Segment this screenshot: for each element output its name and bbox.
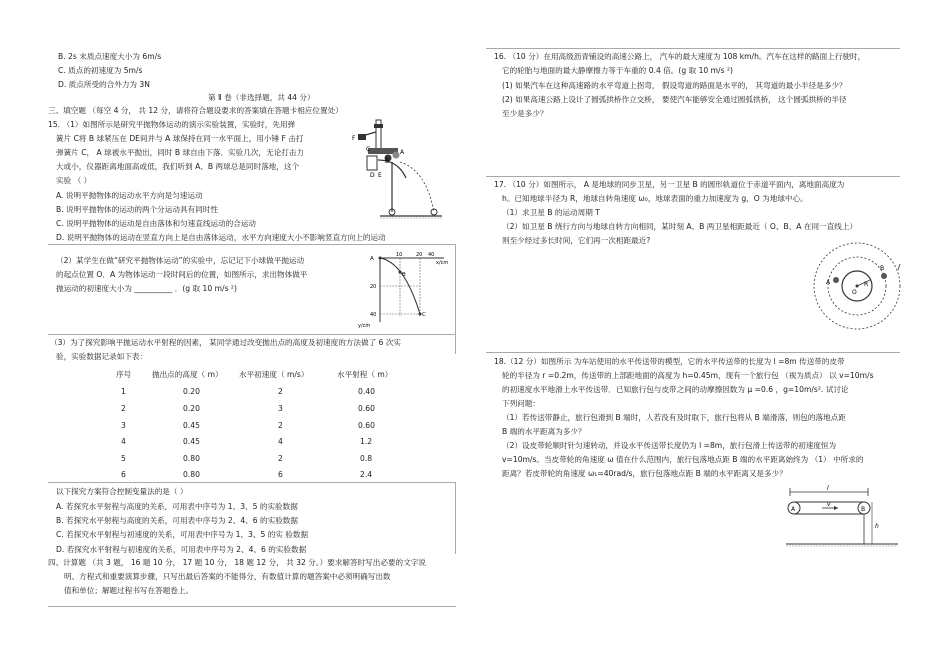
q18-line: 距离？若皮带轮的角速度 ω₁=40rad/s，旅行包落地点距 B 端的水平距离又是多少？ bbox=[502, 469, 787, 478]
table-header: 抛出点的高度（ m） bbox=[152, 370, 223, 379]
table-cell: 0.80 bbox=[183, 470, 200, 479]
q18-line: B 端的水平距离为多少？ bbox=[502, 427, 586, 436]
table-cell: 0.20 bbox=[183, 387, 200, 396]
fig2-label: 40 bbox=[370, 312, 377, 318]
table-cell: 0.45 bbox=[183, 437, 200, 446]
q18-line: v=10m/s。当皮带轮的角速度 ω 值在什么范围内，旅行包落地点距 B 端的水平距离始终为 （1） 中所求的 bbox=[502, 455, 864, 464]
choose-line: 以下探究方案符合控制变量法的是（ ） bbox=[56, 487, 188, 496]
table-header: 水平射程（ m） bbox=[337, 370, 393, 379]
q15-line: 簧片 C将 B 球紧压在 DE间并与 A 球保持在同一水平面上，用小锤 F 击打 bbox=[56, 134, 304, 143]
section3-title: 三、填空题 （每空 4 分， 共 12 分，请将符合题设要求的答案填在答题卡相应位置处） bbox=[48, 106, 343, 115]
fig1-label: E bbox=[378, 172, 382, 179]
choose-option-b: B. 若探究水平射程与高度的关系，可用表中序号为 2、4、6 的实验数据 bbox=[56, 516, 298, 525]
table-cell: 6 bbox=[278, 470, 283, 479]
table-cell: 0.8 bbox=[360, 454, 373, 463]
fig2-label: C bbox=[422, 312, 426, 318]
table-cell: 0.45 bbox=[183, 421, 200, 430]
table-cell: 2.4 bbox=[360, 470, 373, 479]
fig1-label: D bbox=[370, 172, 375, 179]
divider bbox=[48, 244, 456, 245]
table-cell: 2 bbox=[278, 454, 283, 463]
q15-option-a: A. 说明平抛物体的运动水平方向是匀速运动 bbox=[56, 191, 203, 200]
q17-line: h。已知地球半径为 R，地球自转角速度 ω₀，地球表面的重力加速度为 g，O 为地球中心。 bbox=[502, 194, 808, 203]
table-cell: 3 bbox=[121, 421, 126, 430]
table-cell: 2 bbox=[278, 421, 283, 430]
q18-line: 下列问题： bbox=[502, 399, 540, 408]
q16-line: 它的轮胎与地面的最大静摩擦力等于车重的 0.4 倍。(g 取 10 m/s ²) bbox=[502, 66, 733, 75]
fig1-label: C bbox=[366, 146, 371, 153]
table-cell: 0.80 bbox=[183, 454, 200, 463]
fig4-label: A bbox=[791, 506, 796, 513]
q15-part2: 的起点位置 O．A 为物体运动一段时间后的位置，如图所示，求出物体做平 bbox=[56, 270, 308, 279]
fig2-label: 10 bbox=[396, 252, 403, 258]
q15-part3: 验，实验数据记录如下表： bbox=[56, 352, 148, 361]
q15-line: 实验 （ ） bbox=[56, 176, 92, 185]
q18-line: （1）若传送带静止，旅行包滑到 B 端时，人若没有及时取下，旅行包将从 B 端滑落，则包的落地点距 bbox=[502, 413, 846, 422]
table-cell: 1.2 bbox=[360, 437, 373, 446]
option-c: C. 质点的初速度为 5m/s bbox=[58, 66, 143, 75]
table-cell: 4 bbox=[121, 437, 126, 446]
q15-line: 大或小，仪器距离地面高或低，我们听到 A、B 两球总是同时落地，这个 bbox=[56, 162, 300, 171]
q15-line: 15. （1）如图所示是研究平抛物体运动的演示实验装置，实验时，先用弹 bbox=[48, 120, 296, 129]
satellite-figure bbox=[812, 240, 902, 332]
divider bbox=[48, 334, 456, 335]
fig2-label: A bbox=[370, 256, 374, 262]
q16-line: (2) 如果高速公路上设计了圆弧拱桥作立交桥， 要使汽车能够安全通过圆弧拱桥， 这个圆弧拱桥的半径 bbox=[502, 95, 847, 104]
table-header: 水平初速度（ m/s） bbox=[239, 370, 309, 379]
fig3-label: O bbox=[852, 289, 857, 296]
table-cell: 6 bbox=[121, 470, 126, 479]
fig4-label: h bbox=[875, 523, 879, 530]
divider bbox=[48, 606, 456, 607]
fig3-label: B bbox=[880, 265, 885, 272]
fig4-label: B bbox=[861, 506, 866, 513]
q17-line: 则至少经过多长时间，它们再一次相距最近? bbox=[502, 236, 651, 245]
q18-line: （2）设皮带轮顺时针匀速转动，并设水平传送带长度仍为 l =8m，旅行包滑上传送带的初速度恒为 bbox=[502, 441, 837, 450]
choose-option-c: C. 若探究水平射程与初速度的关系，可用表中序号为 1、3、5 的实 验数据 bbox=[56, 530, 309, 539]
option-b: B. 2s 末质点速度大小为 6m/s bbox=[58, 52, 162, 61]
q17-line: （2）如卫星 B 绕行方向与地球自转方向相同，某时刻 A、B 两卫星相距最近（ O、B、A 在同一直线上） bbox=[502, 222, 858, 231]
fig2-label: 20 bbox=[416, 252, 423, 258]
divider bbox=[486, 352, 900, 353]
fig2-label: y/cm bbox=[358, 323, 371, 329]
q16-line: (1) 如果汽车在这种高速路的水平弯道上拐弯， 假设弯道的路面是水平的， 其弯道的最小半径是多少？ bbox=[502, 81, 847, 90]
fig3-label: R bbox=[864, 281, 869, 288]
q17-line: 17. （10 分）如图所示， A 是地球的同步卫星，另一卫星 B 的圆形轨道位于赤道平面内，离地面高度为 bbox=[494, 180, 845, 189]
fig4-label: v bbox=[827, 501, 831, 508]
table-cell: 4 bbox=[278, 437, 283, 446]
divider bbox=[48, 482, 456, 483]
table-cell: 1 bbox=[121, 387, 126, 396]
section4-line: 四、计算题 （共 3 题， 16 题 10 分， 17 题 10 分， 18 题 12 分， 共 32 分。）要求解答时写出必要的文字说 bbox=[48, 558, 426, 567]
trajectory-figure bbox=[358, 254, 448, 328]
table-cell: 2 bbox=[278, 387, 283, 396]
fig2-label: 20 bbox=[370, 284, 377, 290]
choose-option-d: D. 若探究水平射程与初速度的关系，可用表中序号为 2、4、6 的实验数据 bbox=[56, 545, 307, 554]
fig1-label: B bbox=[385, 158, 390, 165]
fig3-label: A bbox=[826, 279, 831, 286]
table-cell: 0.60 bbox=[358, 404, 375, 413]
fig1-label: F bbox=[352, 135, 356, 142]
table-cell: 2 bbox=[121, 404, 126, 413]
apparatus-figure bbox=[352, 118, 442, 222]
fig4-label: l bbox=[827, 485, 829, 492]
table-header: 序号 bbox=[116, 370, 132, 379]
q15-line: 弹簧片 C， A 球被水平抛出，同时 B 球自由下落．实验几次，无论打击力 bbox=[56, 148, 304, 157]
fig1-label: A bbox=[400, 149, 405, 156]
divider bbox=[455, 244, 456, 354]
divider bbox=[486, 176, 900, 177]
q15-option-d: D. 说明平抛物体的运动在竖直方向上是自由落体运动，水平方向速度大小不影响竖直方向上的运动 bbox=[56, 233, 386, 242]
fig2-label: x/cm bbox=[436, 260, 449, 266]
fig2-label: 40 bbox=[428, 252, 435, 258]
q15-option-c: C. 说明平抛物体的运动是自由落体和匀速直线运动的合运动 bbox=[56, 219, 256, 228]
q18-line: 轮的半径为 r =0.2m，传送带的上部距地面的高度为 h=0.45m，现有一个旅行包 （视为质点） 以 v=10m/s bbox=[502, 371, 874, 380]
divider bbox=[455, 482, 456, 554]
section2-title: 第 Ⅱ 卷（非选择题，共 44 分） bbox=[208, 93, 315, 102]
q15-part3: （3）为了探究影响平抛运动水平射程的因素， 某同学通过改变抛出点的高度及初速度的方法做了 6 次实 bbox=[50, 338, 402, 347]
section4-line: 值和单位；解题过程书写在答题卷上。 bbox=[64, 586, 194, 595]
q16-line: 16. （10 分）在用高级沥青铺设的高速公路上， 汽车的最大速度为 108 km/h。汽车在这样的路面上行驶时， bbox=[494, 52, 866, 61]
table-cell: 0.20 bbox=[183, 404, 200, 413]
q15-part2: 抛运动的初速度大小为 __________ ．(g 取 10 m/s ²) bbox=[56, 284, 237, 293]
table-cell: 5 bbox=[121, 454, 126, 463]
section4-line: 明、方程式和重要演算步骤，只写出最后答案的不能得分，有数值计算的题答案中必须明确写出数 bbox=[64, 572, 391, 581]
q18-line: 18.（12 分）如图所示 为车站使用的水平传送带的模型，它的水平传送带的长度为 l =8m 传送带的皮带 bbox=[494, 357, 845, 366]
option-d: D. 质点所受的合外力为 3N bbox=[58, 80, 150, 89]
q15-option-b: B. 说明平抛物体的运动的两个分运动具有同时性 bbox=[56, 205, 218, 214]
table-cell: 0.40 bbox=[358, 387, 375, 396]
q17-line: （1）求卫星 B 的运动周期 T bbox=[502, 208, 600, 217]
choose-option-a: A. 若探究水平射程与高度的关系，可用表中序号为 1、3、5 的实验数据 bbox=[56, 502, 298, 511]
q18-line: 的初速度水平地滑上水平传送带．已知旅行包与皮带之间的动摩擦因数为 μ =0.6 ，g=10m/s². 试讨论 bbox=[502, 385, 849, 394]
table-cell: 0.60 bbox=[358, 421, 375, 430]
q15-part2: （2）某学生在做“研究平抛物体运动”的实验中，忘记记下小球做平抛运动 bbox=[56, 256, 305, 265]
fig2-label: B bbox=[402, 272, 406, 278]
divider bbox=[486, 48, 900, 49]
table-cell: 3 bbox=[278, 404, 283, 413]
conveyor-figure bbox=[780, 484, 900, 550]
q16-line: 至少是多少？ bbox=[502, 109, 548, 118]
